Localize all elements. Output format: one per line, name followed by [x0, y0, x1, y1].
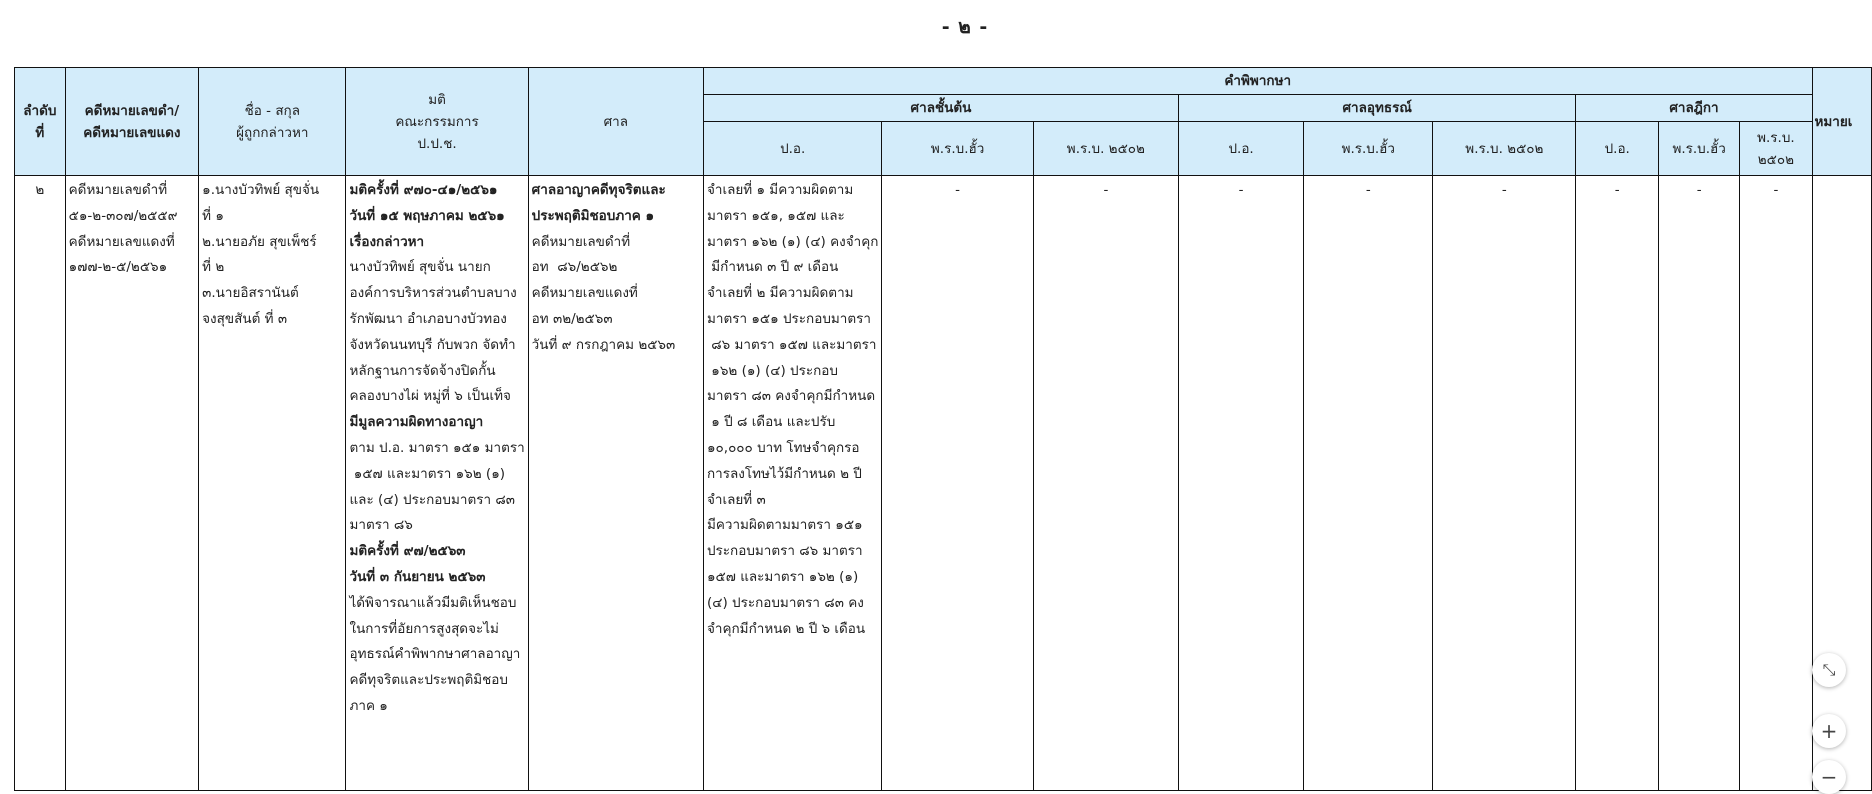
text-line: ๘๖ มาตรา ๑๕๗ และมาตรา	[706, 336, 877, 353]
cell-case-no	[65, 176, 199, 791]
text-line: จำเลยที่ ๒ มีความผิดตาม	[706, 285, 854, 302]
header-supreme-penal: ป.อ.	[1576, 122, 1659, 176]
header-appeal-penal: ป.อ.	[1178, 122, 1303, 176]
header-first-2502: พ.ร.บ. ๒๕๐๒	[1033, 122, 1178, 176]
collapse-icon: ⤡	[1822, 660, 1836, 679]
zoom-in-button[interactable]	[1812, 714, 1846, 748]
text-line: ๓.นายอิสรานันต์	[202, 285, 299, 302]
header-appeal-2502: พ.ร.บ. ๒๕๐๒	[1433, 122, 1576, 176]
text-line: ๑ ปี ๘ เดือน และปรับ	[706, 414, 836, 431]
text-line: ๑๖๒ (๑) (๔) ประกอบ	[706, 362, 838, 379]
header-first-penal: ป.อ.	[703, 122, 881, 176]
cell-remark	[1812, 176, 1872, 791]
cell-supreme-penal: -	[1576, 176, 1659, 791]
text-line: ที่ ๑	[202, 207, 224, 224]
plus-icon: +	[1820, 719, 1838, 743]
header-first-court: ศาลชั้นต้น	[703, 95, 1178, 122]
cell-first-2502: -	[1033, 176, 1178, 791]
text-line: จังหวัดนนทบุรี กับพวก จัดทำ	[349, 336, 516, 353]
text-line: รักพัฒนา อำเภอบางบัวทอง	[349, 310, 507, 327]
text-line: คดีหมายเลขแดงที่	[68, 233, 175, 250]
cell-first-hua: -	[882, 176, 1033, 791]
text-line: อท ๓๒/๒๕๖๓	[531, 310, 613, 327]
text-line: มีกำหนด ๓ ปี ๙ เดือน	[706, 259, 839, 276]
cell-resolution	[346, 176, 528, 791]
minus-icon: −	[1820, 765, 1838, 789]
text-line: คดีหมายเลขดำที่	[531, 233, 631, 250]
text-line: มาตรา ๘๓ คงจำคุกมีกำหนด	[706, 388, 876, 405]
text-line: มีความผิดตามมาตรา ๑๕๑	[706, 517, 863, 534]
text-line: ๒.นายอภัย สุขเพ็ชร์	[202, 233, 317, 250]
text-line: ศาลอาญาคดีทุจริตและ	[531, 182, 666, 198]
text-line: จำคุกมีกำหนด ๒ ปี ๖ เดือน	[706, 620, 866, 637]
text-line: คลองบางไผ่ หมู่ที่ ๖ เป็นเท็จ	[349, 388, 511, 405]
text-line: มาตรา ๑๕๑ ประกอบมาตรา	[706, 310, 871, 327]
text-line: มีมูลความผิดทางอาญา	[349, 414, 484, 431]
cell-name	[199, 176, 346, 791]
text-line: เรื่องกล่าวหา	[349, 233, 425, 250]
text-line: ๑๕๗ และมาตรา ๑๖๒ (๑)	[706, 568, 859, 585]
text-line: และ (๔) ประกอบมาตรา ๘๓	[349, 491, 515, 508]
text-line: ๕๑-๒-๓๐๗/๒๕๕๙	[68, 207, 178, 224]
text-line: คดีหมายเลขแดงที่	[531, 285, 638, 302]
text-line: จำเลยที่ ๓	[706, 491, 766, 508]
text-line: ได้พิจารณาแล้วมีมติเห็นชอบ	[349, 594, 517, 611]
text-line: ภาค ๑	[349, 697, 388, 714]
header-supreme-hua: พ.ร.บ.ฮั้ว	[1658, 122, 1739, 176]
text-line: ประพฤติมิชอบภาค ๑	[531, 207, 655, 224]
text-line: ๑๗๗-๒-๕/๒๕๖๑	[68, 259, 168, 276]
cell-first-penal	[703, 176, 881, 791]
text-line: มาตรา ๑๕๑, ๑๕๗ และ	[706, 207, 845, 224]
header-supreme-court: ศาลฎีกา	[1576, 95, 1812, 122]
text-line: ที่ ๒	[202, 259, 225, 276]
header-remark: หมายเ	[1812, 68, 1872, 176]
cell-supreme-2502: -	[1740, 176, 1812, 791]
text-line: อุทธรณ์คำพิพากษาศาลอาญา	[349, 646, 521, 663]
text-line: มติครั้งที่ ๙๗/๒๕๖๓	[349, 543, 466, 560]
text-line: องค์การบริหารส่วนตำบลบาง	[349, 285, 517, 302]
text-line: มติครั้งที่ ๙๗๐-๔๑/๒๕๖๑	[349, 182, 498, 198]
text-line: อท ๘๖/๒๕๖๒	[531, 259, 618, 276]
text-line: คดีทุจริตและประพฤติมิชอบ	[349, 672, 508, 689]
text-line: หลักฐานการจัดจ้างปิดกั้น	[349, 362, 496, 379]
text-line: จงสุขสันต์ ที่ ๓	[202, 310, 288, 327]
cell-appeal-hua: -	[1304, 176, 1433, 791]
header-appeal-hua: พ.ร.บ.ฮั้ว	[1304, 122, 1433, 176]
text-line: คดีหมายเลขดำที่	[68, 182, 168, 198]
text-line: ๑.นางบัวทิพย์ สุขจั่น	[202, 182, 320, 198]
header-seq: ลำดับ ที่	[15, 68, 66, 176]
text-line: ตาม ป.อ. มาตรา ๑๕๑ มาตรา	[349, 439, 525, 456]
text-line: ๑๕๗ และมาตรา ๑๖๒ (๑)	[349, 465, 506, 482]
header-court: ศาล	[528, 68, 703, 176]
header-judgment: คำพิพากษา	[703, 68, 1812, 95]
cell-appeal-penal: -	[1178, 176, 1303, 791]
header-resolution: มติ คณะกรรมการ ป.ป.ช.	[346, 68, 528, 176]
text-line: ๑๐,๐๐๐ บาท โทษจำคุกรอ	[706, 439, 860, 456]
cell-court	[528, 176, 703, 791]
header-first-hua: พ.ร.บ.ฮั้ว	[882, 122, 1033, 176]
text-line: ประกอบมาตรา ๘๖ มาตรา	[706, 543, 863, 560]
cell-seq: ๒	[15, 176, 66, 791]
text-line: นางบัวทิพย์ สุขจั่น นายก	[349, 259, 491, 276]
zoom-out-button[interactable]	[1812, 760, 1846, 794]
header-case-no: คดีหมายเลขดำ/ คดีหมายเลขแดง	[65, 68, 199, 176]
text-line: จำเลยที่ ๑ มีความผิดตาม	[706, 182, 854, 198]
text-line: มาตรา ๑๖๒ (๑) (๔) คงจำคุก	[706, 233, 879, 250]
text-line: วันที่ ๑๕ พฤษภาคม ๒๕๖๑	[349, 207, 505, 224]
text-line: มาตรา ๘๖	[349, 517, 413, 534]
table-row	[15, 176, 1872, 791]
cell-appeal-2502: -	[1433, 176, 1576, 791]
page-number: - ๒ -	[941, 16, 989, 38]
header-name: ชื่อ - สกุล ผู้ถูกกล่าวหา	[199, 68, 346, 176]
collapse-button[interactable]	[1812, 653, 1846, 687]
header-appeal-court: ศาลอุทธรณ์	[1178, 95, 1576, 122]
header-supreme-2502: พ.ร.บ. ๒๕๐๒	[1740, 122, 1812, 176]
text-line: การลงโทษไว้มีกำหนด ๒ ปี	[706, 465, 862, 482]
cell-supreme-hua: -	[1658, 176, 1739, 791]
text-line: วันที่ ๓ กันยายน ๒๕๖๓	[349, 568, 486, 585]
case-table	[14, 67, 1872, 791]
text-line: ในการที่อัยการสูงสุดจะไม่	[349, 620, 499, 637]
text-line: (๔) ประกอบมาตรา ๘๓ คง	[706, 594, 864, 611]
text-line: วันที่ ๙ กรกฎาคม ๒๕๖๓	[531, 336, 676, 353]
